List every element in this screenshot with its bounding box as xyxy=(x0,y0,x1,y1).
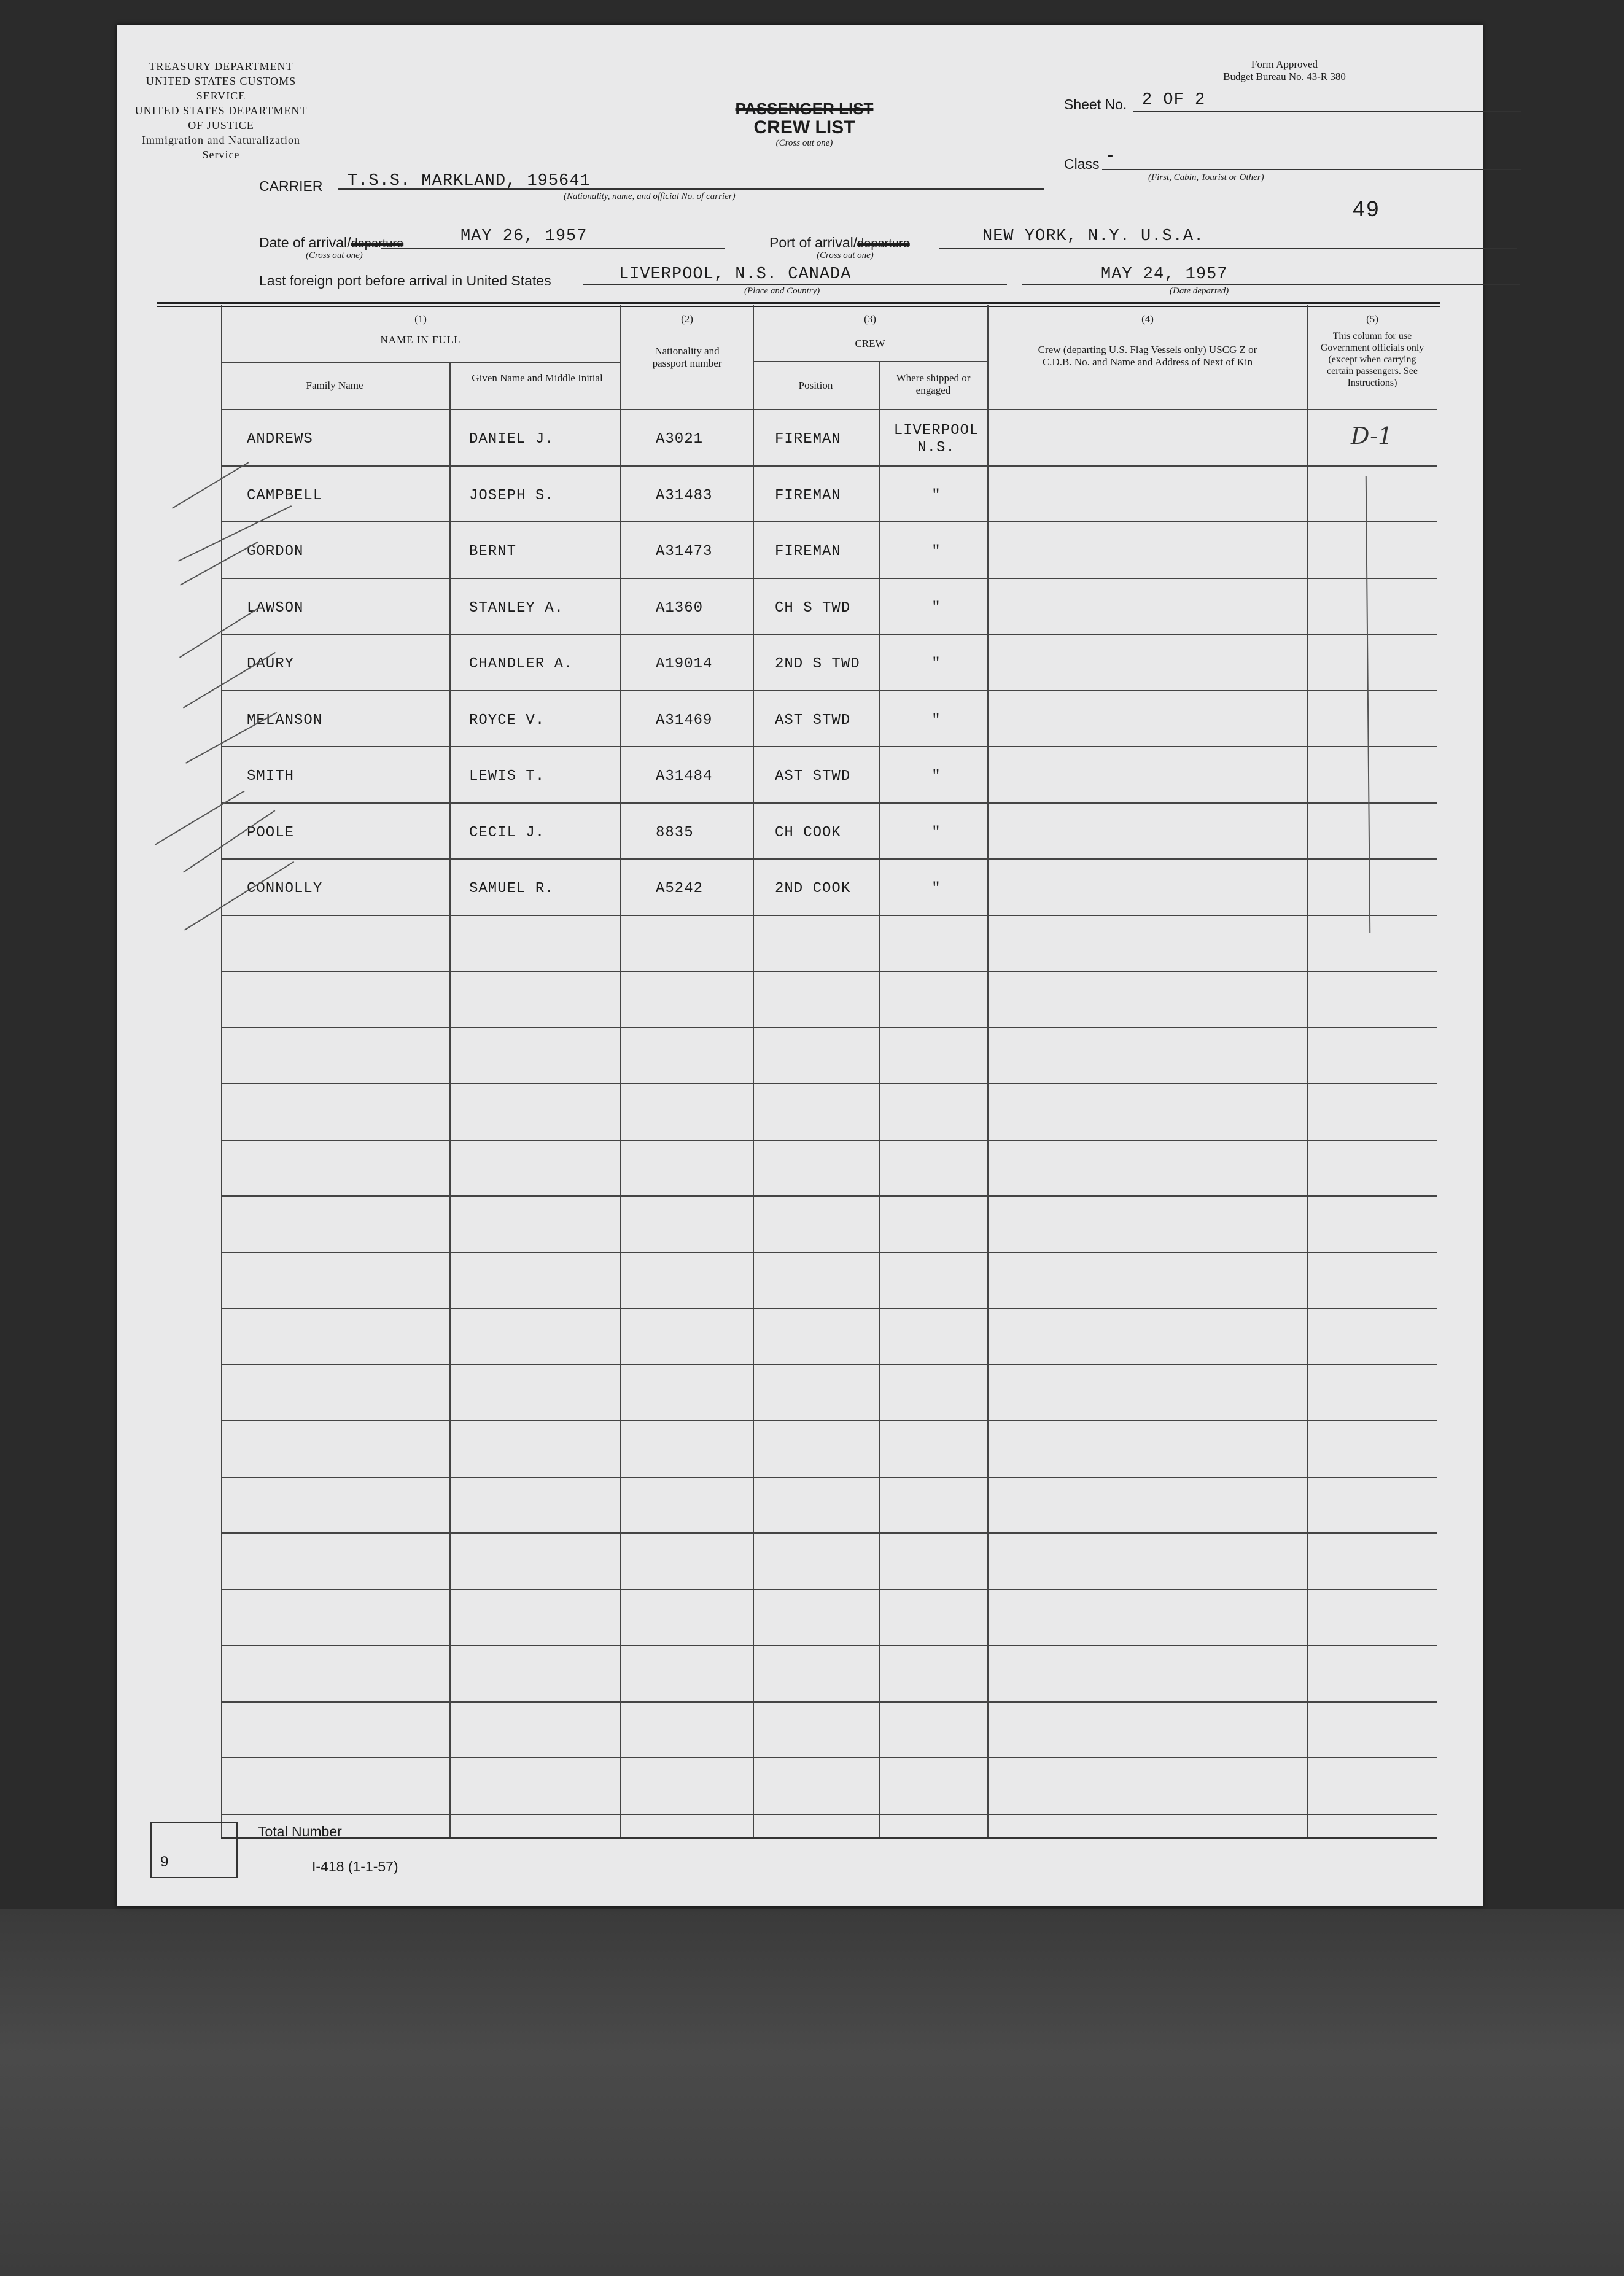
family-name-cell: LAWSON xyxy=(247,600,304,616)
agency-line-ins: Immigration and Naturalization Service xyxy=(142,134,300,161)
table-row-line xyxy=(221,858,1437,860)
table-row-line xyxy=(221,1757,1437,1758)
given-name-cell: ROYCE V. xyxy=(469,712,545,729)
title-note: (Cross out one) xyxy=(775,138,833,148)
given-name-cell: CECIL J. xyxy=(469,825,545,841)
port-struck: departure xyxy=(857,237,910,251)
family-name-cell: CONNOLLY xyxy=(247,880,323,897)
crew-list-form xyxy=(117,25,1483,1906)
col3b-header: Where shipped or engaged xyxy=(896,372,971,396)
page-number: 49 xyxy=(1352,198,1380,223)
carrier-label: CARRIER xyxy=(259,178,323,194)
departed-note: (Date departed) xyxy=(1170,286,1229,296)
arrival-note: (Cross out one) xyxy=(306,251,363,260)
given-name-cell: SAMUEL R. xyxy=(469,880,554,897)
given-name-cell: JOSEPH S. xyxy=(469,487,554,504)
class-note: (First, Cabin, Tourist or Other) xyxy=(1148,173,1264,182)
col2-num: (2) xyxy=(681,313,693,325)
shipped-cell: LIVERPOOL N.S. xyxy=(893,422,979,456)
passport-cell: A5242 xyxy=(656,880,704,897)
agency-line-treasury: TREASURY DEPARTMENT xyxy=(149,60,293,72)
col3-title: CREW xyxy=(855,338,885,349)
agency-line-customs: UNITED STATES CUSTOMS SERVICE xyxy=(146,75,297,102)
port-label-text: Port of arrival/ xyxy=(769,235,858,251)
position-cell: 2ND S TWD xyxy=(775,656,860,672)
col5-title: This column for use Government officials only (except when carrying certain passengers. See Instructions) xyxy=(1320,331,1424,388)
passport-cell: A3021 xyxy=(656,431,704,448)
agency-line-justice: UNITED STATES DEPARTMENT OF JUSTICE xyxy=(134,104,308,131)
title-passenger-struck: PASSENGER LIST xyxy=(735,99,874,118)
position-cell: CH S TWD xyxy=(775,600,851,616)
given-name-cell: BERNT xyxy=(469,543,517,560)
total-number-box xyxy=(150,1822,238,1878)
col1b-header: Given Name and Middle Initial xyxy=(472,372,603,384)
table-row-line xyxy=(221,915,1437,916)
family-name-cell: MELANSON xyxy=(247,712,323,729)
shipped-cell: " xyxy=(931,880,941,897)
table-row-line xyxy=(221,1364,1437,1365)
passport-cell: A31469 xyxy=(656,712,713,729)
table-row-line xyxy=(221,634,1437,635)
col4-title: Crew (departing U.S. Flag Vessels only) USCG Z or C.D.B. No. and Name and Address of Next of Kin xyxy=(1038,344,1257,368)
family-name-cell: CAMPBELL xyxy=(247,487,323,504)
table-row-line xyxy=(221,1814,1437,1815)
passport-cell: A19014 xyxy=(656,656,713,672)
table-row-line xyxy=(221,1252,1437,1253)
total-number-label: Total Number xyxy=(258,1824,342,1839)
table-row-line xyxy=(221,1195,1437,1197)
sheet-label: Sheet No. xyxy=(1064,96,1127,112)
col5-num: (5) xyxy=(1366,313,1378,325)
port-value: NEW YORK, N.Y. U.S.A. xyxy=(982,227,1205,246)
passport-cell: A31484 xyxy=(656,768,713,785)
budget-bureau: Budget Bureau No. 43-R 380 xyxy=(1223,71,1346,82)
official-check-line xyxy=(1366,476,1371,933)
table-row-line xyxy=(221,1645,1437,1646)
table-row-line xyxy=(221,746,1437,747)
table-row-line xyxy=(221,1308,1437,1309)
table-row-line xyxy=(221,1140,1437,1141)
form-approved: Form Approved xyxy=(1251,58,1318,70)
table-row-line xyxy=(221,1083,1437,1084)
col2-header xyxy=(621,313,753,370)
family-name-cell: GORDON xyxy=(247,543,304,560)
shipped-cell: " xyxy=(931,825,941,841)
shipped-cell: " xyxy=(931,543,941,560)
total-number-value: 9 xyxy=(160,1854,169,1870)
title-crew-list: CREW LIST xyxy=(753,117,855,138)
title-block xyxy=(706,99,903,149)
position-cell: FIREMAN xyxy=(775,543,841,560)
class-value: - xyxy=(1105,147,1116,166)
table-row-line xyxy=(221,1532,1437,1534)
col3a-header: Position xyxy=(798,379,833,391)
col3-header xyxy=(753,313,987,350)
table-row-line xyxy=(221,690,1437,691)
family-name-cell: SMITH xyxy=(247,768,295,785)
table-row-line xyxy=(221,802,1437,804)
col1-header xyxy=(221,313,620,346)
form-approved-block xyxy=(1220,58,1349,83)
passport-cell: A31483 xyxy=(656,487,713,504)
last-port-label: Last foreign port before arrival in United States xyxy=(259,273,551,289)
carrier-value: T.S.S. MARKLAND, 195641 xyxy=(348,172,591,190)
passport-cell: A1360 xyxy=(656,600,704,616)
col3-num: (3) xyxy=(864,313,876,325)
sheet-value: 2 OF 2 xyxy=(1142,91,1206,109)
scanner-background xyxy=(0,1909,1624,2276)
table-row-line xyxy=(221,1420,1437,1421)
position-cell: AST STWD xyxy=(775,712,851,729)
departed-value: MAY 24, 1957 xyxy=(1101,265,1228,284)
table-row-line xyxy=(221,465,1437,467)
position-cell: CH COOK xyxy=(775,825,841,841)
class-label: Class xyxy=(1064,156,1100,172)
col5-header xyxy=(1308,313,1437,389)
given-name-cell: CHANDLER A. xyxy=(469,656,573,672)
table-row-line xyxy=(221,1589,1437,1590)
last-port-value: LIVERPOOL, N.S. CANADA xyxy=(619,265,852,284)
given-name-cell: STANLEY A. xyxy=(469,600,564,616)
last-port-note: (Place and Country) xyxy=(744,286,820,296)
port-note: (Cross out one) xyxy=(817,251,874,260)
table-row-line xyxy=(221,521,1437,522)
passport-cell: A31473 xyxy=(656,543,713,560)
table-row-line xyxy=(221,1477,1437,1478)
table-row-line xyxy=(221,1027,1437,1028)
given-name-cell: DANIEL J. xyxy=(469,431,554,448)
given-name-cell: LEWIS T. xyxy=(469,768,545,785)
shipped-cell: " xyxy=(931,656,941,672)
col1-num: (1) xyxy=(414,313,427,325)
col2-title: Nationality and passport number xyxy=(652,345,722,369)
table-row-line xyxy=(221,578,1437,579)
col4-header xyxy=(989,313,1307,368)
family-name-cell: POOLE xyxy=(247,825,295,841)
arrival-value: MAY 26, 1957 xyxy=(460,227,588,246)
passport-cell: 8835 xyxy=(656,825,694,841)
arrival-struck: departure xyxy=(351,237,404,251)
position-cell: FIREMAN xyxy=(775,431,841,448)
shipped-cell: " xyxy=(931,768,941,785)
position-cell: FIREMAN xyxy=(775,487,841,504)
table-row-line xyxy=(221,1701,1437,1703)
form-number: I-418 (1-1-57) xyxy=(312,1858,398,1874)
carrier-note: (Nationality, name, and official No. of carrier) xyxy=(564,192,736,201)
col4-num: (4) xyxy=(1141,313,1154,325)
shipped-cell: " xyxy=(931,487,941,504)
shipped-cell: " xyxy=(931,600,941,616)
port-label xyxy=(769,235,910,251)
position-cell: AST STWD xyxy=(775,768,851,785)
family-name-cell: DAURY xyxy=(247,656,295,672)
position-cell: 2ND COOK xyxy=(775,880,851,897)
family-name-cell: ANDREWS xyxy=(247,431,313,448)
official-annotation: D-1 xyxy=(1351,422,1393,449)
arrival-label-text: Date of arrival/ xyxy=(259,235,351,251)
table-row-line xyxy=(221,971,1437,972)
col1a-header: Family Name xyxy=(306,379,363,391)
col1-title: NAME IN FULL xyxy=(380,334,461,346)
shipped-cell: " xyxy=(931,712,941,729)
agency-block xyxy=(129,59,313,162)
